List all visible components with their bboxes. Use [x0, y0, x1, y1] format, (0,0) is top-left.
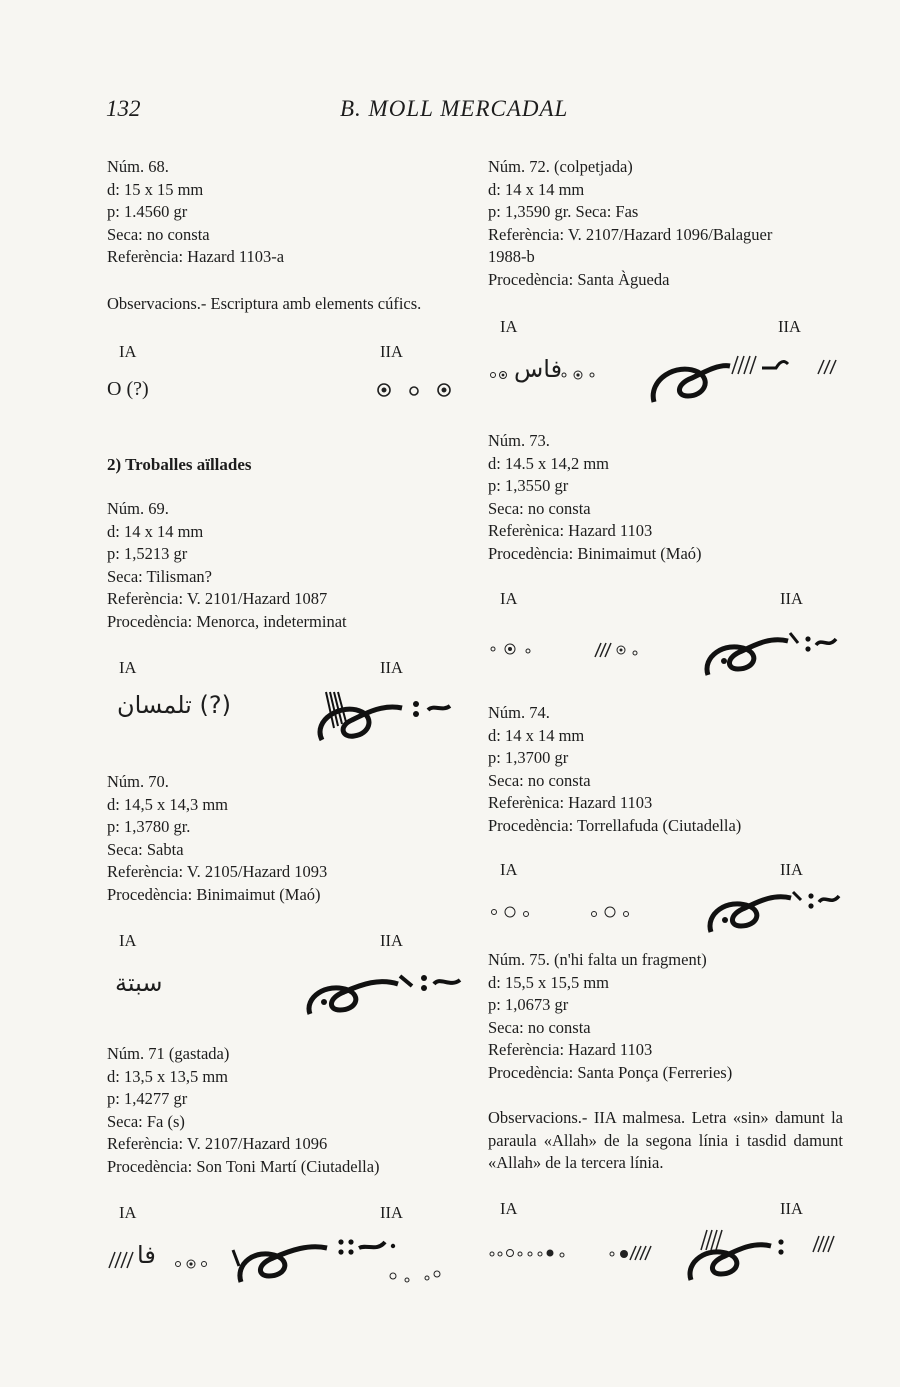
coin-inscription-68: [107, 378, 457, 438]
face-labels-70: [107, 930, 457, 952]
calligraphy-allah-icon: [312, 690, 452, 750]
entry-line: Núm. 69.: [107, 499, 169, 518]
entry-line: Seca: Fa (s): [107, 1111, 185, 1131]
coin-inscription-75: [488, 1228, 843, 1288]
entry-line: Seca: no consta: [488, 770, 591, 790]
entry-line: Núm. 71 (gastada): [107, 1044, 230, 1063]
calligraphy-allah-icon: [683, 1228, 863, 1288]
label-ia: IA: [119, 931, 137, 950]
label-ia: IA: [119, 658, 137, 677]
calligraphy-allah-icon: [646, 350, 846, 410]
label-iia: IIA: [780, 860, 803, 879]
coin-inscription-72: [488, 350, 843, 410]
entry-line: p: 1,3550 gr: [488, 476, 569, 496]
label-iia: IIA: [778, 317, 801, 336]
coin-entry-75: [488, 949, 843, 1085]
observations-68: Observacions.- Escriptura amb elements cúfics.: [107, 294, 422, 313]
entry-line: Referència: V. 2107/Hazard 1096/Balaguer: [488, 224, 773, 244]
coin-inscription-74: [488, 880, 843, 940]
entry-line: Núm. 75. (n'hi falta un fragment): [488, 950, 707, 969]
entry-line: p: 1,0673 gr: [488, 995, 569, 1015]
face-labels-68: [107, 341, 457, 363]
entry-line: 1988-b: [488, 247, 535, 267]
coin-inscription-71: [107, 1228, 457, 1288]
calligraphy-allah-icon: [227, 1228, 447, 1288]
entry-line: p: 1,5213 gr: [107, 544, 188, 564]
label-ia: IA: [500, 860, 518, 879]
entry-line: d: 14,5 x 14,3 mm: [107, 794, 229, 814]
label-iia: IIA: [380, 658, 403, 677]
dots-ornament-icon: [173, 1256, 213, 1272]
label-iia: IIA: [380, 342, 403, 361]
right-column: [488, 0, 843, 1387]
coin-entry-69: [107, 498, 457, 634]
face-labels-69: [107, 657, 457, 679]
hatching-icon: [107, 1250, 137, 1270]
entry-line: p: 1,3590 gr. Seca: Fas: [488, 202, 639, 222]
entry-line: d: 15,5 x 15,5 mm: [488, 972, 610, 992]
running-header-author: B. MOLL MERCADAL: [340, 96, 569, 121]
coin-entry-70: [107, 771, 457, 907]
dots-ornament-icon: [488, 1246, 568, 1262]
entry-line: p: 1,4277 gr: [107, 1089, 188, 1109]
entry-line: Seca: no consta: [488, 1017, 591, 1037]
entry-line: d: 14 x 14 mm: [488, 179, 585, 199]
dots-ornament-icon: [488, 368, 512, 382]
coin-inscription-69: [107, 690, 457, 750]
entry-line: Núm. 74.: [488, 703, 550, 722]
entry-line: d: 14 x 14 mm: [107, 521, 204, 541]
coin-entry-72: [488, 156, 843, 292]
hatching-icon: [593, 641, 643, 661]
entry-line: Procedència: Binimaimut (Maó): [107, 884, 321, 904]
dots-ornament-icon: [488, 639, 548, 659]
entry-line: d: 14.5 x 14,2 mm: [488, 453, 610, 473]
entry-line: p: 1,3780 gr.: [107, 817, 191, 837]
entry-line: Seca: no consta: [488, 498, 591, 518]
left-column: [107, 0, 457, 1387]
coin-inscription-73: [488, 625, 843, 685]
entry-line: Seca: Tilisman?: [107, 566, 212, 586]
entry-line: Núm. 73.: [488, 431, 550, 450]
face-labels-75: [488, 1198, 843, 1220]
entry-line: Núm. 70.: [107, 772, 169, 791]
entry-line: Núm. 68.: [107, 157, 169, 176]
coin-entry-68: [107, 156, 457, 269]
entry-line: d: 14 x 14 mm: [488, 725, 585, 745]
coin-inscription-70: [107, 962, 457, 1022]
label-iia: IIA: [780, 1199, 803, 1218]
arabic-mint-name: تلمسان (?): [117, 691, 231, 719]
entry-line: Referència: Hazard 1103: [488, 1040, 653, 1060]
entry-line: Procedència: Santa Ponça (Ferreries): [488, 1062, 733, 1082]
face-labels-73: [488, 588, 843, 610]
arabic-mint-name: سبتة: [115, 969, 163, 997]
arabic-mint-name: فا: [137, 1241, 156, 1269]
label-iia: IIA: [780, 589, 803, 608]
face-labels-72: [488, 316, 843, 338]
inscription-ia-text: O (?): [107, 378, 149, 400]
dots-ornament-icon: [488, 902, 538, 922]
entry-line: Referència: V. 2101/Hazard 1087: [107, 589, 328, 609]
entry-line: Procedència: Torrellafuda (Ciutadella): [488, 815, 742, 835]
page-number: 132: [106, 96, 141, 121]
observations-75: Observacions.- IIA malmesa. Letra «sin» damunt la paraula «Allah» de la segona línia i tasdid damunt «Allah» de la tercera línia.: [488, 1108, 843, 1173]
label-ia: IA: [119, 342, 137, 361]
label-ia: IA: [500, 317, 518, 336]
arabic-mint-name: فاس: [514, 355, 563, 383]
calligraphy-allah-icon: [703, 880, 843, 940]
entry-line: Referènica: Hazard 1103: [488, 793, 653, 813]
face-labels-74: [488, 859, 843, 881]
dots-ornament-icon: [588, 902, 638, 922]
entry-line: Procedència: Binimaimut (Maó): [488, 543, 702, 563]
label-ia: IA: [500, 1199, 518, 1218]
label-ia: IA: [500, 589, 518, 608]
calligraphy-allah-icon: [302, 962, 462, 1022]
dots-ornament-icon: [556, 368, 606, 382]
dots-ornament-icon: [372, 378, 462, 402]
calligraphy-allah-icon: [698, 625, 838, 685]
coin-entry-74: [488, 702, 843, 838]
entry-line: d: 15 x 15 mm: [107, 179, 204, 199]
entry-line: Referènica: Hazard 1103: [488, 521, 653, 541]
entry-line: p: 1,3700 gr: [488, 748, 569, 768]
entry-line: Seca: Sabta: [107, 839, 184, 859]
entry-line: Procedència: Menorca, indeterminat: [107, 611, 347, 631]
entry-line: d: 13,5 x 13,5 mm: [107, 1066, 229, 1086]
entry-line: Procedència: Son Toni Martí (Ciutadella): [107, 1156, 380, 1176]
face-labels-71: [107, 1202, 457, 1224]
label-iia: IIA: [380, 931, 403, 950]
label-iia: IIA: [380, 1203, 403, 1222]
label-ia: IA: [119, 1203, 137, 1222]
coin-entry-71: [107, 1043, 457, 1179]
hatching-icon: [608, 1244, 658, 1264]
section-heading: 2) Troballes aïllades: [107, 455, 252, 474]
entry-line: Procedència: Santa Àgueda: [488, 269, 670, 289]
entry-line: Referència: V. 2107/Hazard 1096: [107, 1134, 328, 1154]
entry-line: Núm. 72. (colpetjada): [488, 157, 633, 176]
entry-line: Referència: Hazard 1103-a: [107, 247, 285, 267]
coin-entry-73: [488, 430, 843, 566]
entry-line: p: 1.4560 gr: [107, 202, 188, 222]
entry-line: Seca: no consta: [107, 224, 210, 244]
entry-line: Referència: V. 2105/Hazard 1093: [107, 862, 328, 882]
